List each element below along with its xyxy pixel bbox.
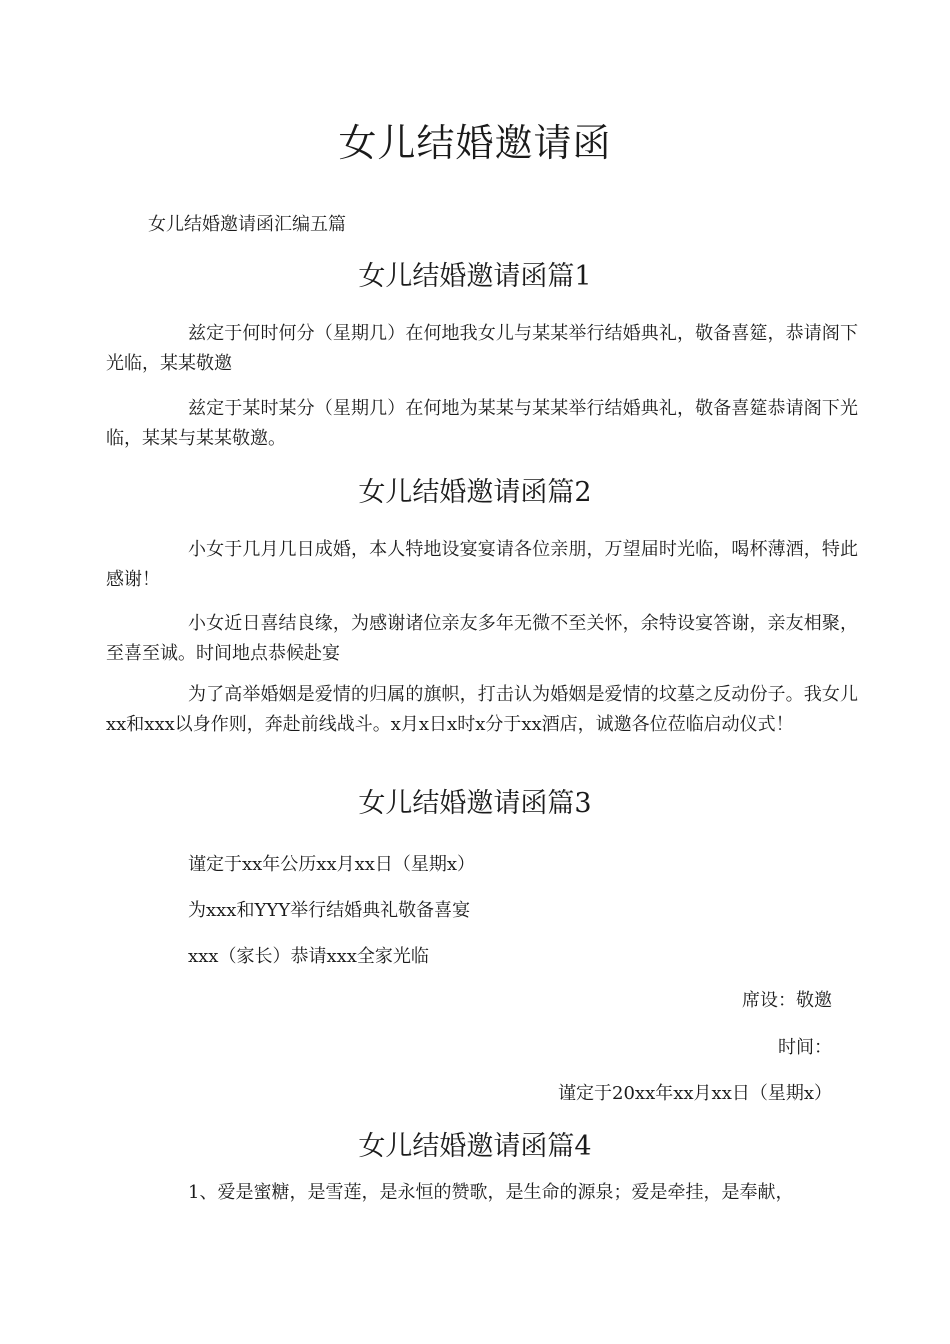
section-2-paragraph-2: 小女近日喜结良缘，为感谢诸位亲友多年无微不至关怀，余特设宴答谢，亲友相聚，至喜至诚。时间地点恭候赴宴 bbox=[106, 613, 858, 664]
section-3-line-3: xxx（家长）恭请xxx全家光临 bbox=[188, 946, 429, 967]
section-3-line-1: 谨定于xx年公历xx月xx日（星期x） bbox=[188, 854, 476, 875]
section-4-line-1: 1、爱是蜜糖，是雪莲，是永恒的赞歌，是生命的源泉；爱是牵挂，是奉献， bbox=[188, 1182, 794, 1203]
section-3-line-2: 为xxx和YYY举行结婚典礼敬备喜宴 bbox=[188, 900, 471, 921]
section-3-time-label: 时间： bbox=[778, 1037, 832, 1058]
section-2-paragraph-1: 小女于几月几日成婚，本人特地设宴宴请各位亲朋，万望届时光临，喝杯薄酒，特此感谢！ bbox=[106, 539, 858, 590]
section-3-seat-line: 席设：敬邀 bbox=[742, 990, 832, 1011]
section-4-heading: 女儿结婚邀请函篇4 bbox=[358, 1131, 592, 1162]
section-1-heading: 女儿结婚邀请函篇1 bbox=[358, 261, 592, 292]
section-1-paragraph-1: 兹定于何时何分（星期几）在何地我女儿与某某举行结婚典礼，敬备喜筵，恭请阁下光临，某某敬邀 bbox=[106, 323, 858, 374]
section-2-paragraph-3: 为了高举婚姻是爱情的归属的旗帜，打击认为婚姻是爱情的坟墓之反动份子。我女儿xx和xxx以身作则，奔赴前线战斗。x月x日x时x分于xx酒店，诚邀各位莅临启动仪式！ bbox=[106, 684, 858, 735]
section-1-paragraph-2: 兹定于某时某分（星期几）在何地为某某与某某举行结婚典礼，敬备喜筵恭请阁下光临，某某与某某敬邀。 bbox=[106, 398, 858, 449]
document-title: 女儿结婚邀请函 bbox=[338, 121, 612, 165]
section-3-heading: 女儿结婚邀请函篇3 bbox=[358, 788, 592, 819]
section-3-date-line: 谨定于20xx年xx月xx日（星期x） bbox=[558, 1083, 832, 1104]
section-2-heading: 女儿结婚邀请函篇2 bbox=[358, 477, 592, 508]
document-subtitle: 女儿结婚邀请函汇编五篇 bbox=[148, 214, 346, 235]
